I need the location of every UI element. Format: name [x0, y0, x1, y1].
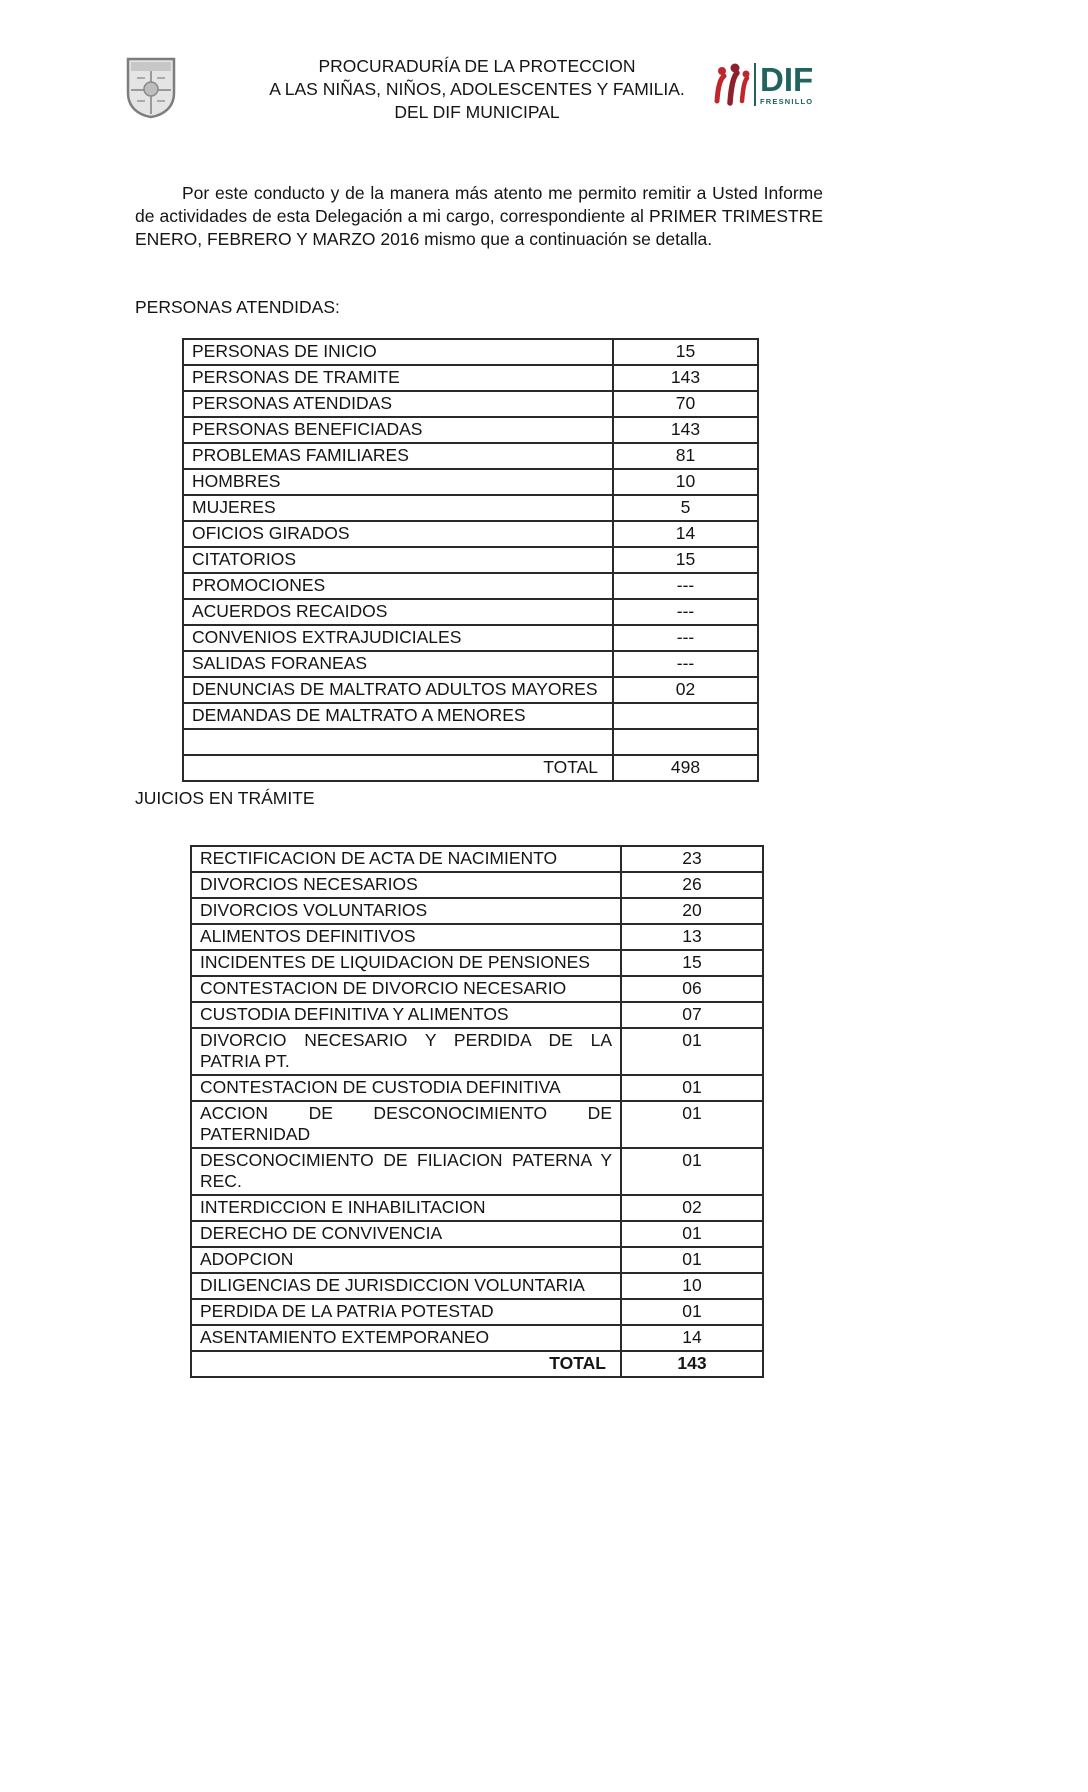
table-row [183, 599, 758, 625]
table-row [183, 677, 758, 703]
total-row [183, 755, 758, 781]
table-row [191, 1325, 763, 1351]
row-value [613, 729, 758, 755]
row-label: ACUERDOS RECAIDOS [183, 599, 613, 625]
row-value: 01 [621, 1101, 763, 1148]
row-label: PROBLEMAS FAMILIARES [183, 443, 613, 469]
table-row [191, 1028, 763, 1075]
row-value: 10 [613, 469, 758, 495]
row-label: DIVORCIOS NECESARIOS [191, 872, 621, 898]
row-label: ALIMENTOS DEFINITIVOS [191, 924, 621, 950]
row-label: PERSONAS BENEFICIADAS [183, 417, 613, 443]
table-row [183, 651, 758, 677]
row-value: --- [613, 599, 758, 625]
table-row [191, 898, 763, 924]
row-value: 15 [613, 547, 758, 573]
row-value: 01 [621, 1247, 763, 1273]
row-value: 01 [621, 1148, 763, 1195]
row-value: 23 [621, 846, 763, 872]
dif-logo-city: FRESNILLO [760, 97, 814, 106]
row-value: 70 [613, 391, 758, 417]
table-row [183, 417, 758, 443]
row-label: DILIGENCIAS DE JURISDICCION VOLUNTARIA [191, 1273, 621, 1299]
row-value: 143 [613, 417, 758, 443]
dif-family-icon [710, 61, 752, 113]
row-value: 5 [613, 495, 758, 521]
row-value [613, 703, 758, 729]
table-row [183, 729, 758, 755]
table-row [191, 950, 763, 976]
row-label: ACCION DE DESCONOCIMIENTO DE PATERNIDAD [191, 1101, 621, 1148]
row-label: CONTESTACION DE DIVORCIO NECESARIO [191, 976, 621, 1002]
table-row [191, 1075, 763, 1101]
row-value: 20 [621, 898, 763, 924]
row-label: PERSONAS ATENDIDAS [183, 391, 613, 417]
dif-logo-wordmark: DIF [760, 61, 814, 98]
crest-icon [124, 56, 178, 120]
row-value: 10 [621, 1273, 763, 1299]
row-label: PERDIDA DE LA PATRIA POTESTAD [191, 1299, 621, 1325]
table-row [183, 339, 758, 365]
row-value: 498 [613, 755, 758, 781]
table-row [183, 625, 758, 651]
table-row [183, 521, 758, 547]
row-label: CONTESTACION DE CUSTODIA DEFINITIVA [191, 1075, 621, 1101]
section-heading-personas: PERSONAS ATENDIDAS: [135, 297, 340, 317]
row-label: DIVORCIOS VOLUNTARIOS [191, 898, 621, 924]
table-row [191, 1148, 763, 1195]
header-title-line-1: PROCURADURÍA DE LA PROTECCION [318, 56, 636, 76]
row-label: CITATORIOS [183, 547, 613, 573]
row-label: DENUNCIAS DE MALTRATO ADULTOS MAYORES [183, 677, 613, 703]
row-value: 02 [621, 1195, 763, 1221]
juicios-en-tramite-table [190, 845, 764, 1378]
row-value: 14 [613, 521, 758, 547]
table-row [183, 443, 758, 469]
dif-fresnillo-logo [710, 55, 830, 119]
row-value: 01 [621, 1299, 763, 1325]
row-value: 15 [621, 950, 763, 976]
table-row [183, 365, 758, 391]
row-label [183, 729, 613, 755]
row-value: 01 [621, 1075, 763, 1101]
table-row [191, 872, 763, 898]
table-row [191, 1299, 763, 1325]
row-label: CUSTODIA DEFINITIVA Y ALIMENTOS [191, 1002, 621, 1028]
row-label: TOTAL [191, 1351, 621, 1377]
row-label: HOMBRES [183, 469, 613, 495]
row-label: ASENTAMIENTO EXTEMPORANEO [191, 1325, 621, 1351]
row-label: ADOPCION [191, 1247, 621, 1273]
table-row [183, 547, 758, 573]
table-row [183, 391, 758, 417]
row-value: --- [613, 651, 758, 677]
row-value: 143 [621, 1351, 763, 1377]
row-label: INCIDENTES DE LIQUIDACION DE PENSIONES [191, 950, 621, 976]
row-label: MUJERES [183, 495, 613, 521]
table-row [191, 1195, 763, 1221]
row-value: --- [613, 625, 758, 651]
row-label: INTERDICCION E INHABILITACION [191, 1195, 621, 1221]
row-value: 01 [621, 1221, 763, 1247]
row-label: PERSONAS DE INICIO [183, 339, 613, 365]
row-label: DIVORCIO NECESARIO Y PERDIDA DE LA PATRIA PT. [191, 1028, 621, 1075]
intro-paragraph: Por este conducto y de la manera más atento me permito remitir a Usted Informe de actividades de esta Delegación a mi cargo, correspondiente al PRIMER TRIMESTRE ENERO, FEBRERO Y MARZO 2016 mismo que a continuación se detalla. [135, 182, 823, 249]
row-value: 14 [621, 1325, 763, 1351]
row-label: SALIDAS FORANEAS [183, 651, 613, 677]
row-value: 26 [621, 872, 763, 898]
row-label: RECTIFICACION DE ACTA DE NACIMIENTO [191, 846, 621, 872]
row-label: DESCONOCIMIENTO DE FILIACION PATERNA Y REC. [191, 1148, 621, 1195]
table-row [191, 1002, 763, 1028]
table-row [191, 1273, 763, 1299]
dif-logo-text [754, 63, 813, 106]
row-value: 81 [613, 443, 758, 469]
municipal-crest-logo [124, 56, 178, 120]
section-heading-juicios: JUICIOS EN TRÁMITE [135, 788, 315, 808]
table-row [183, 703, 758, 729]
table-row [191, 924, 763, 950]
row-value: 143 [613, 365, 758, 391]
row-label: DERECHO DE CONVIVENCIA [191, 1221, 621, 1247]
header-title [197, 55, 757, 124]
header-title-line-3: DEL DIF MUNICIPAL [394, 102, 560, 122]
row-label: DEMANDAS DE MALTRATO A MENORES [183, 703, 613, 729]
total-row [191, 1351, 763, 1377]
row-label: PROMOCIONES [183, 573, 613, 599]
row-value: --- [613, 573, 758, 599]
table-row [183, 495, 758, 521]
personas-atendidas-table [182, 338, 759, 782]
row-label: PERSONAS DE TRAMITE [183, 365, 613, 391]
table-row [191, 1101, 763, 1148]
table-row [191, 1221, 763, 1247]
row-value: 02 [613, 677, 758, 703]
table-row [191, 1247, 763, 1273]
row-value: 06 [621, 976, 763, 1002]
row-label: CONVENIOS EXTRAJUDICIALES [183, 625, 613, 651]
table-row [183, 469, 758, 495]
row-label: TOTAL [183, 755, 613, 781]
row-value: 15 [613, 339, 758, 365]
row-value: 13 [621, 924, 763, 950]
table-row [191, 976, 763, 1002]
row-value: 01 [621, 1028, 763, 1075]
row-label: OFICIOS GIRADOS [183, 521, 613, 547]
table-row [191, 846, 763, 872]
table-row [183, 573, 758, 599]
header-title-line-2: A LAS NIÑAS, NIÑOS, ADOLESCENTES Y FAMILIA. [269, 79, 685, 99]
row-value: 07 [621, 1002, 763, 1028]
